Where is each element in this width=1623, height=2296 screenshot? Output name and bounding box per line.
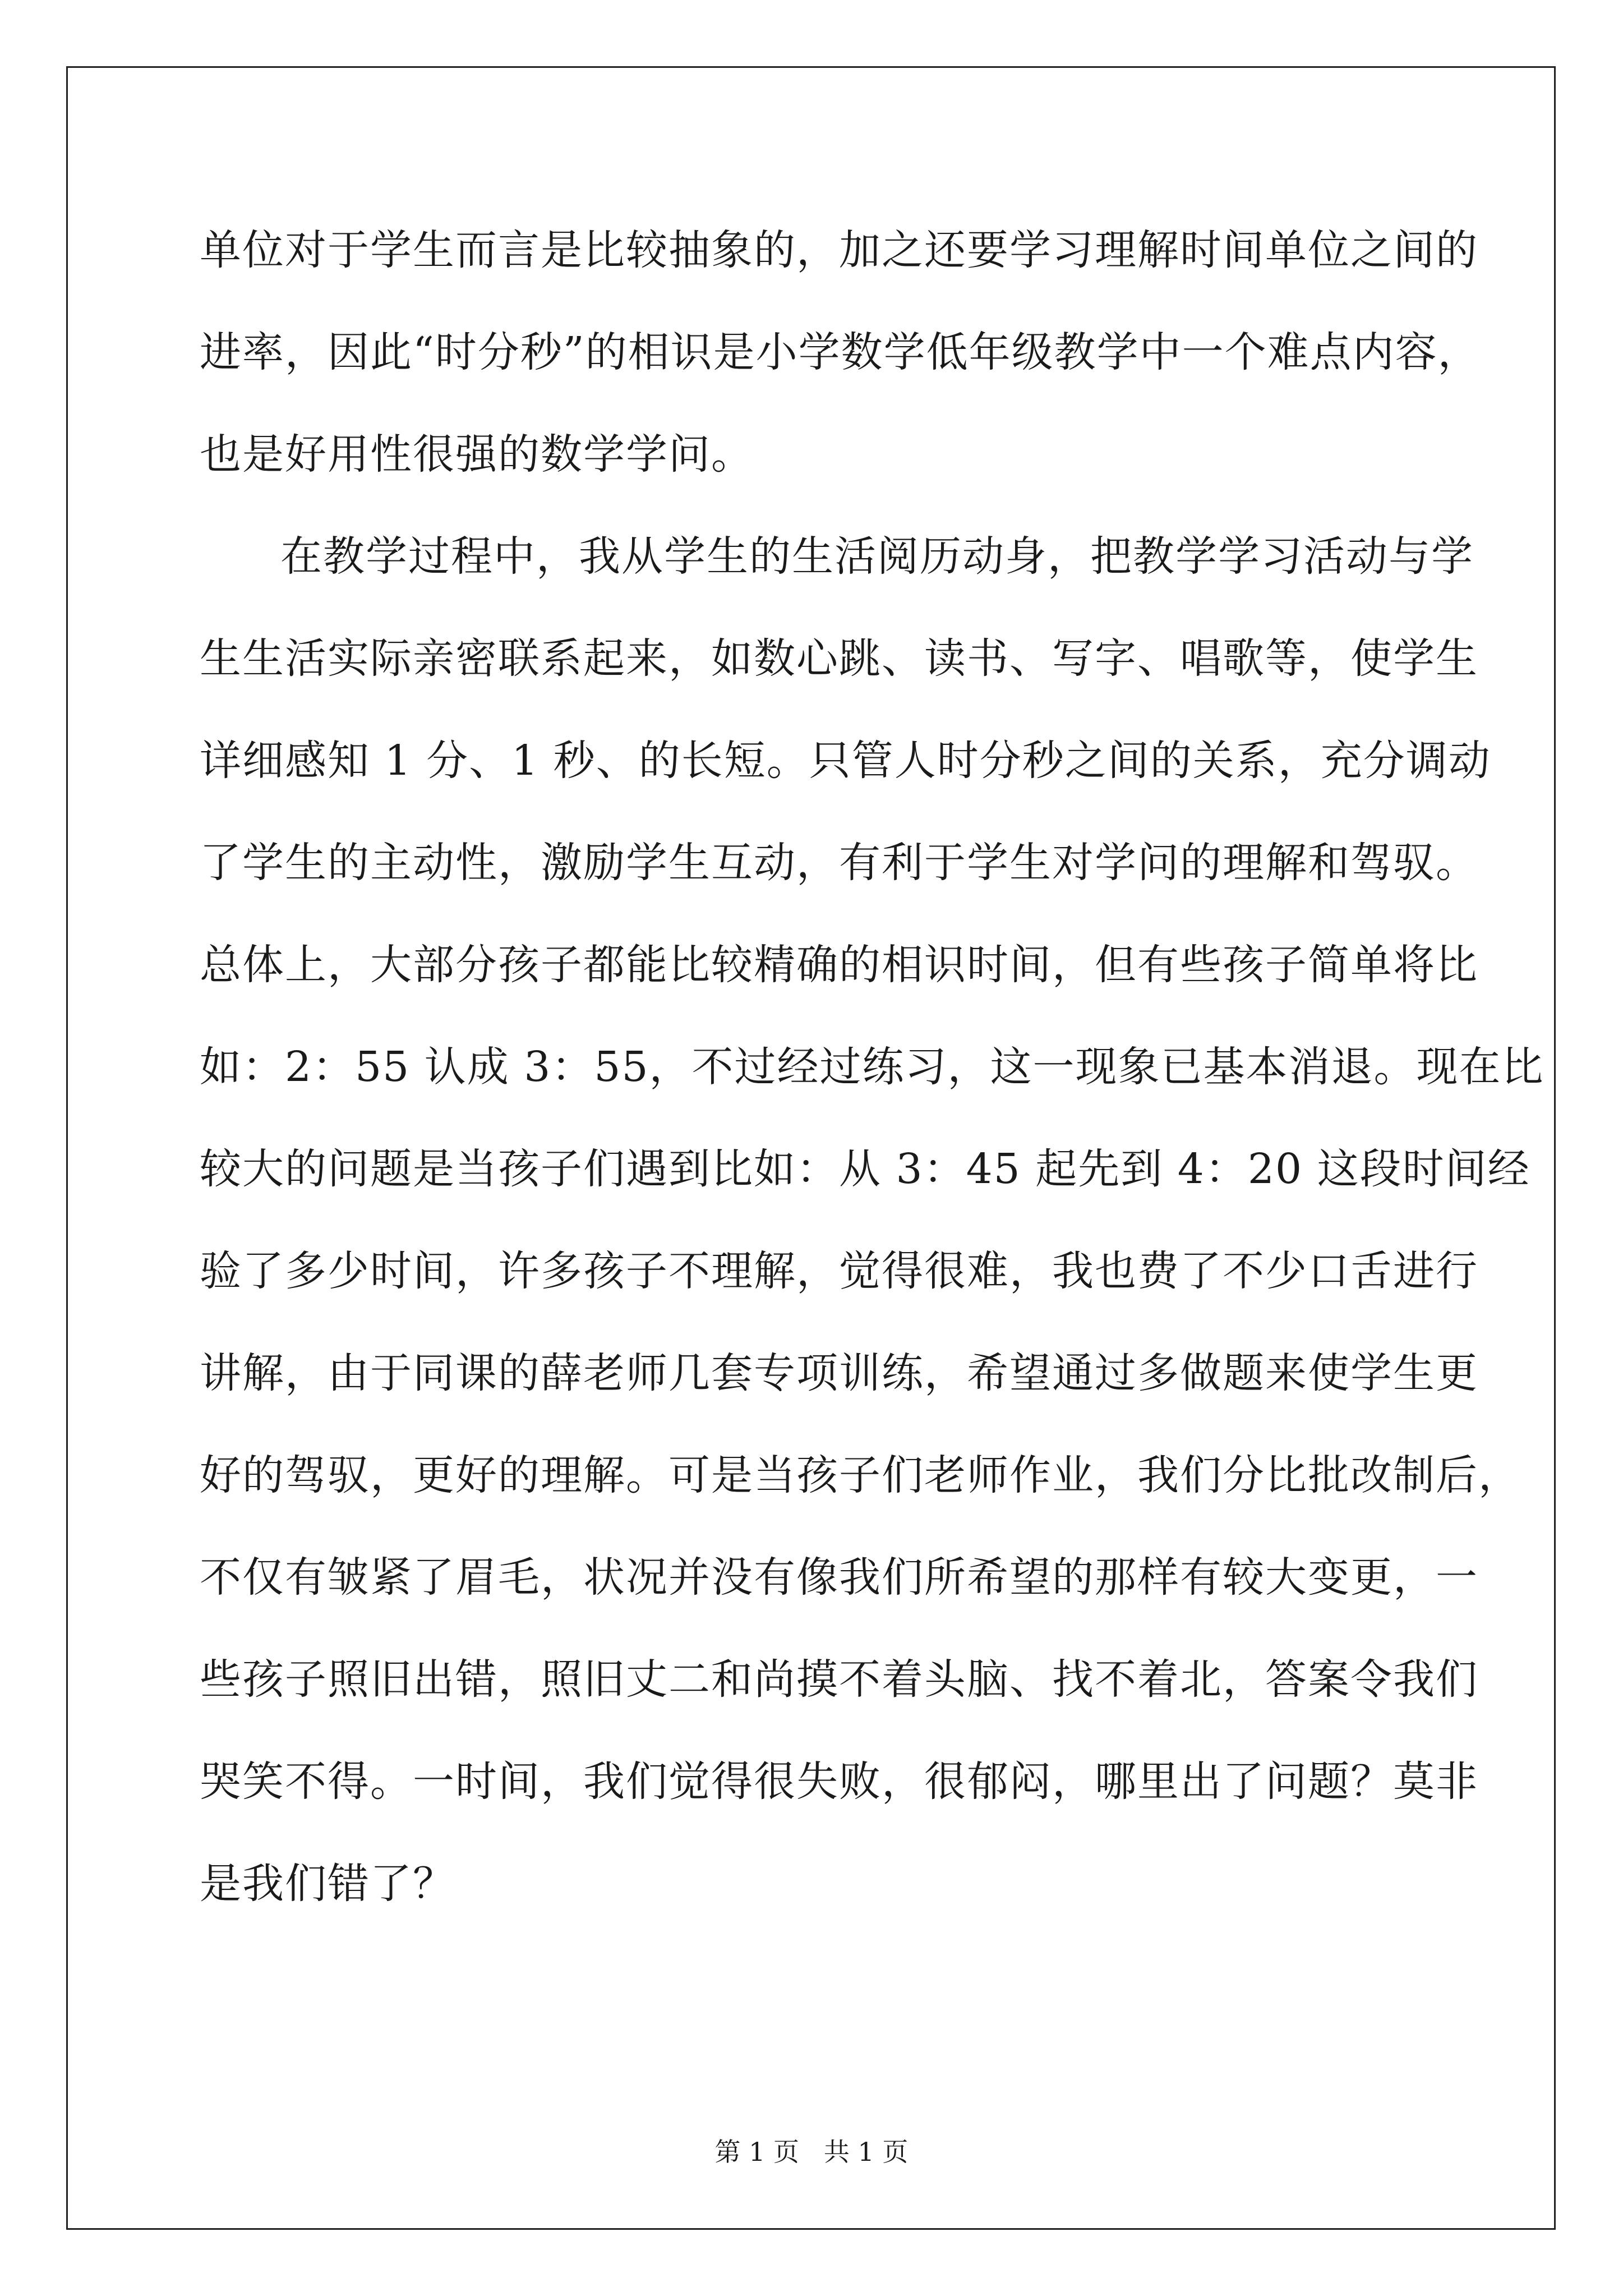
body-text-line: 生生活实际亲密联系起来，如数心跳、读书、写字、唱歌等，使学生 xyxy=(200,634,1478,683)
body-text-line: 些孩子照旧出错，照旧丈二和尚摸不着头脑、找不着北，答案令我们 xyxy=(200,1655,1478,1704)
paragraph-first-line: 在教学过程中，我从学生的生活阅历动身，把教学学习活动与学 xyxy=(280,532,1474,581)
body-text-line: 进率，因此“时分秒”的相识是小学数学低年级教学中一个难点内容， xyxy=(200,328,1481,376)
body-text-line: 哭笑不得。一时间，我们觉得很失败，很郁闷，哪里出了问题？莫非 xyxy=(200,1757,1478,1806)
body-text-line: 如：2：55 认成 3：55，不过经过练习，这一现象已基本消退。现在比 xyxy=(200,1043,1544,1091)
body-text-line: 好的驾驭，更好的理解。可是当孩子们老师作业，我们分比批改制后， xyxy=(200,1451,1521,1499)
body-text-line: 了学生的主动性，激励学生互动，有利于学生对学问的理解和驾驭。 xyxy=(200,839,1478,887)
body-text-line: 验了多少时间，许多孩子不理解，觉得很难，我也费了不少口舌进行 xyxy=(200,1247,1478,1295)
body-text-line: 是我们错了？ xyxy=(200,1860,455,1908)
body-text-line: 单位对于学生而言是比较抽象的，加之还要学习理解时间单位之间的 xyxy=(200,226,1478,274)
body-text-line: 较大的问题是当孩子们遇到比如：从 3：45 起先到 4：20 这段时间经 xyxy=(200,1145,1530,1193)
body-text-line: 不仅有皱紧了眉毛，状况并没有像我们所希望的那样有较大变更，一 xyxy=(200,1553,1478,1602)
body-text-line: 也是好用性很强的数学学问。 xyxy=(200,430,754,478)
page-number-footer: 第 1 页 共 1 页 xyxy=(714,2137,909,2167)
body-text-line: 总体上，大部分孩子都能比较精确的相识时间，但有些孩子简单将比 xyxy=(200,941,1478,989)
body-text-line: 讲解，由于同课的薛老师几套专项训练，希望通过多做题来使学生更 xyxy=(200,1349,1478,1397)
body-text-line: 详细感知 1 分、1 秒、的长短。只管人时分秒之间的关系，充分调动 xyxy=(200,737,1491,785)
